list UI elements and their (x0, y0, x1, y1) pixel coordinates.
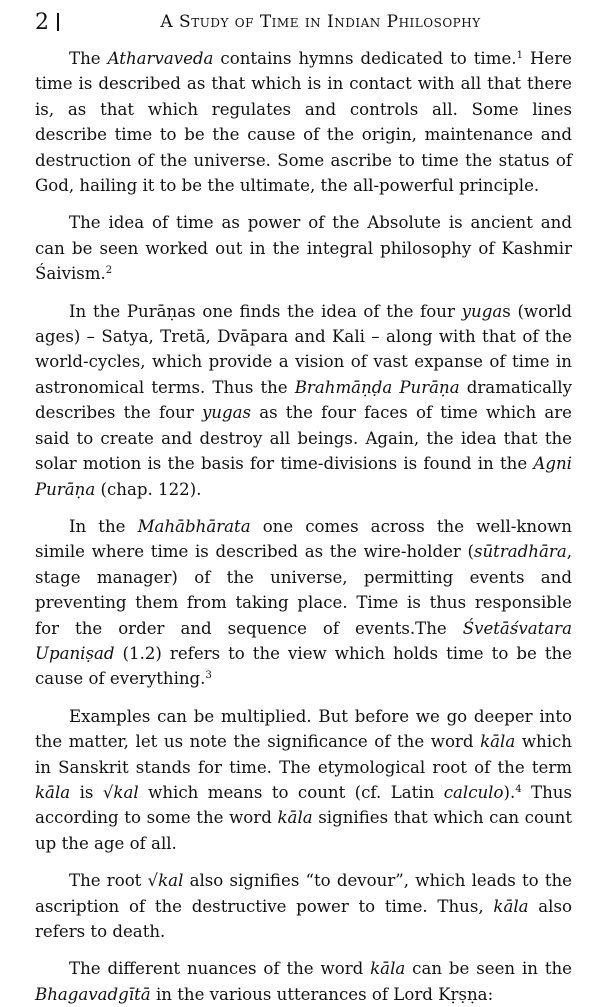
italic-text: kāla (35, 782, 71, 802)
text-run: as the four faces of time which are said to create and destroy all beings. Again, the idea that the solar motion is the basis for time-divisions is found in the (35, 403, 572, 474)
text-run: ). (503, 782, 516, 802)
paragraph (35, 514, 572, 692)
text-run: (1.2) refers to the view which holds time to be the cause of everything. (35, 643, 572, 689)
text-run: The (69, 49, 108, 68)
italic-text: yugas (201, 403, 252, 423)
italic-text: kal (113, 782, 139, 802)
italic-text: kāla (480, 732, 516, 752)
text-run: can be seen in the (405, 959, 572, 979)
text-run: contains hymns dedicated to time. (213, 49, 517, 68)
italic-text: Śvetāśvatara Upaniṣad (35, 618, 572, 663)
italic-text: Agni Purāṇa (35, 454, 572, 499)
italic-text: kāla (370, 959, 406, 979)
text-run: In the Purāṇas one finds the idea of the four (69, 301, 462, 321)
text-run: The root √ (69, 871, 159, 891)
text-run: dramatically describes the four (35, 377, 572, 423)
text-run: Thus according to some the word (35, 782, 572, 828)
italic-text: sūtradhāra (473, 542, 567, 562)
italic-text: Bhagavadgītā (35, 984, 151, 1004)
text-run: The idea of time as power of the Absolute is ancient and can be seen worked out in the integral philosophy of Kashmir Śaivism. (35, 213, 572, 284)
text-run: signifies that which can count up the age of all. (35, 808, 572, 853)
paragraph (35, 210, 572, 286)
italic-text: yuga (461, 301, 503, 321)
paragraph (35, 956, 572, 1007)
footnote-marker: 1 (516, 50, 523, 61)
italic-text: Mahābhārata (137, 516, 251, 536)
text-run: which in Sanskrit stands for time. The etymological root of the term (35, 732, 572, 777)
italic-text: kal (158, 871, 184, 891)
paragraph (35, 299, 572, 502)
page-body (35, 46, 572, 1007)
italic-text: Atharvaveda (107, 49, 214, 68)
page-header (35, 0, 572, 40)
text-run: also signifies “to devour”, which leads to the ascription of the destructive power to time. Thus, (35, 871, 572, 916)
text-run: which means to count (cf. Latin (138, 782, 444, 802)
footnote-marker: 4 (515, 783, 522, 795)
running-title: A Study of Time in Indian Philosophy (160, 12, 481, 32)
paragraph (35, 704, 572, 856)
paragraph (35, 46, 572, 198)
text-run: also refers to death. (35, 896, 572, 941)
italic-text: Brahmāṇḍa Purāṇa (294, 377, 460, 397)
text-run: , stage manager) of the universe, permitting events and preventing them from taking place. Time is thus responsible for the order and sequence of events.The (35, 542, 572, 638)
footnote-marker: 2 (105, 265, 113, 277)
text-run: In the (69, 516, 138, 536)
text-run: in the various utterances of Lord Kṛṣṇa: (150, 984, 494, 1004)
italic-text: calculo (443, 782, 504, 802)
text-run: Here time is described as that which is in contact with all that there is, as that which regulates and controls all. Some lines describe time to be the cause of the origin, maintenance and destruction of the universe. Some ascribe to time the status of God, hailing it to be the ultimate, the all-powerful principle. (35, 49, 572, 196)
text-run: Examples can be multiplied. But before we go deeper into the matter, let us note the significance of the word (35, 706, 572, 752)
text-run: The different nuances of the word (69, 959, 371, 979)
text-run: s (world ages) – Satya, Tretā, Dvāpara and Kali – along with that of the world-cycles, which provide a vision of vast expanse of time in astronomical terms. Thus the (35, 301, 572, 397)
header-divider (57, 13, 59, 31)
italic-text: kāla (277, 808, 313, 828)
footnote-marker: 3 (205, 670, 212, 682)
text-run: is √ (70, 782, 114, 802)
text-run: one comes across the well-known simile where time is described as the wire-holder ( (35, 516, 572, 562)
italic-text: kāla (493, 896, 529, 916)
paragraph (35, 868, 572, 944)
text-run: (chap. 122). (95, 479, 202, 499)
page-number: 2 (35, 9, 49, 35)
